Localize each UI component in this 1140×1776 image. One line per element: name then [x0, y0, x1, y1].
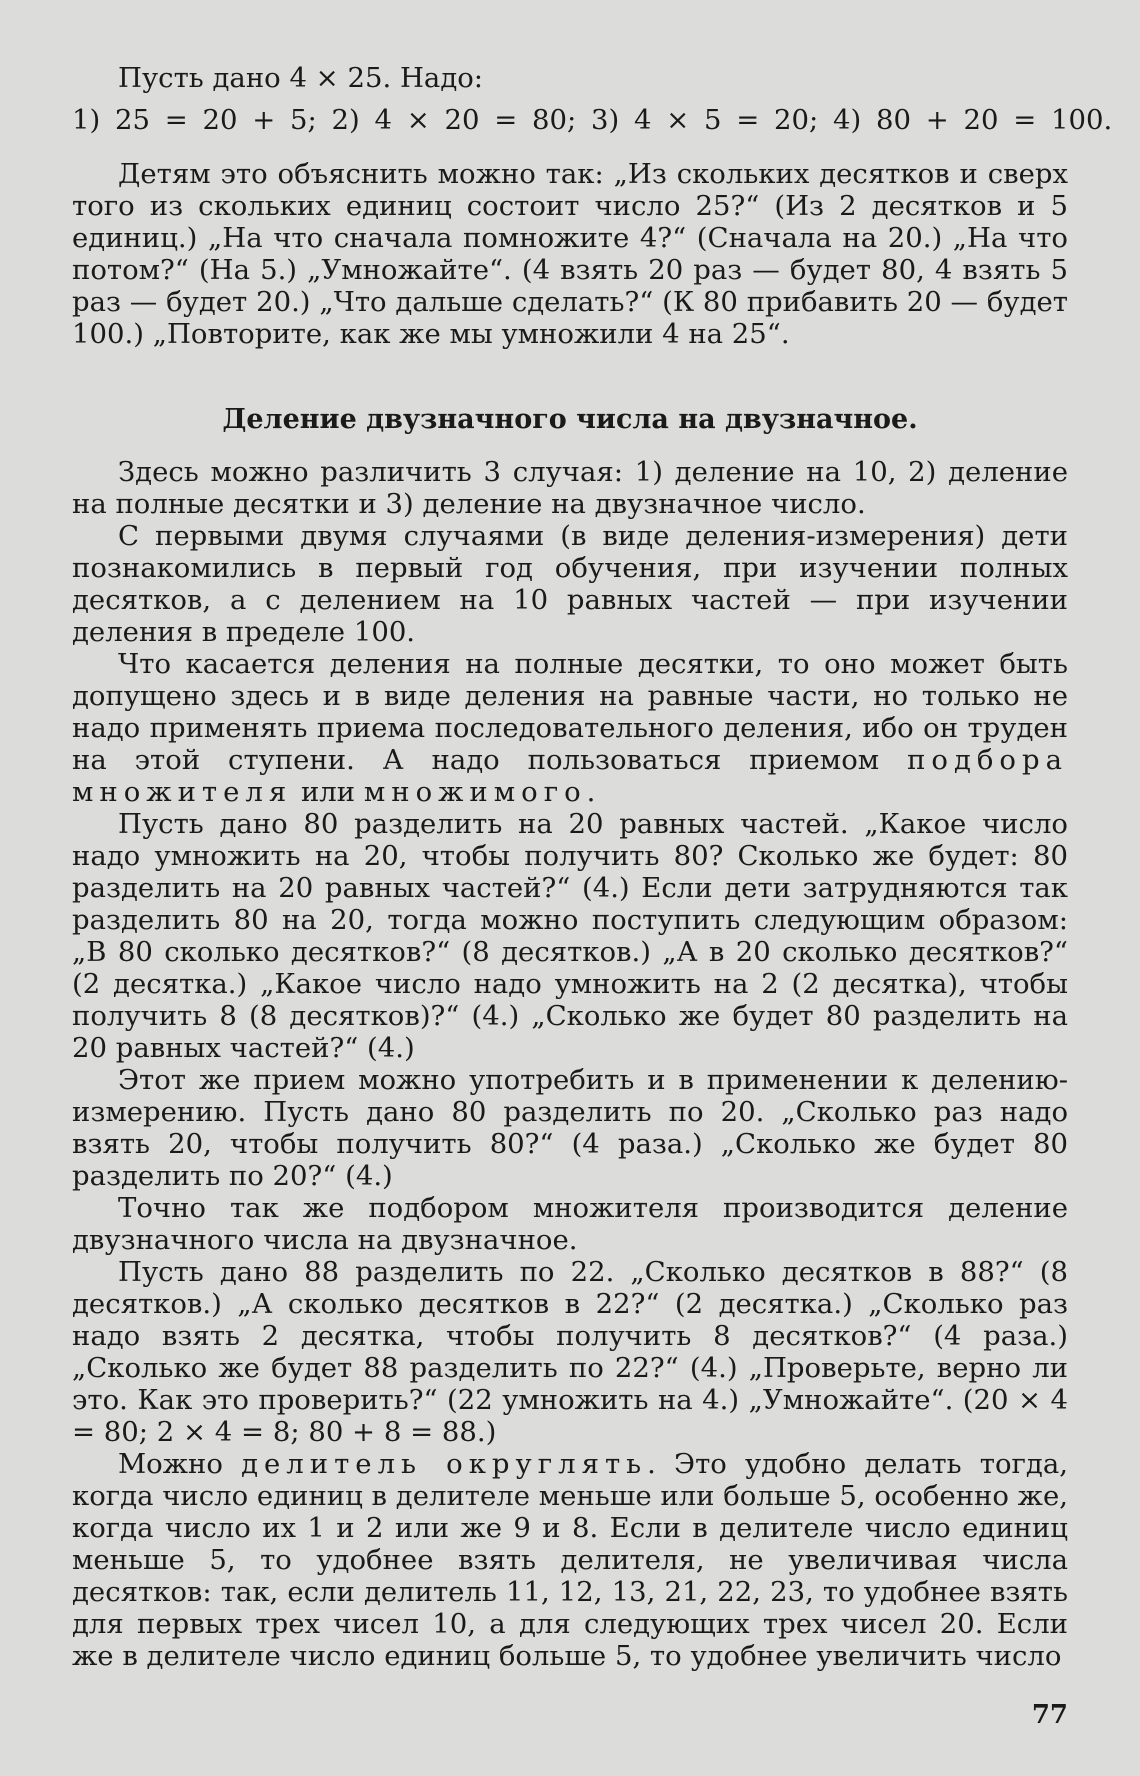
paragraph-example-88: Пусть дано 88 разделить по 22. „Сколько десятков в 88?“ (8 десятков.) „А сколько десятков в 22?“ (2 десятка.) „Сколько раз надо взять 2 десятка, чтобы получить 8 десятков?“ (4 раза.) „Сколько же будет 88 разделить по 22?“ (4.) „Проверьте, верно ли это. Как это проверить?“ (22 умножить на 4.) „Умножайте“. (20 × 4 = 80; 2 × 4 = 8; 80 + 8 = 88.)	[72, 1256, 1068, 1448]
text-run: Можно	[118, 1448, 242, 1480]
spaced-term: множимого	[363, 776, 587, 808]
spaced-term: подбора множителя	[72, 744, 1068, 808]
text-run: или	[292, 776, 364, 808]
text-run: . Это удобно делать тогда, когда число единиц в делителе меньше или больше 5, особенно же, когда число их 1 и 2 или же 9 и 8. Если в делителе число единиц меньше 5, то удобнее взять делителя, не увеличивая числа десятков: так, если делитель 11, 12, 13, 21, 22, 23, то удобнее взять для первых трех чисел 10, а для следующих трех чисел 20. Если же в делителе число единиц больше 5, то удобнее увеличить число	[72, 1448, 1069, 1672]
formula-steps: 1) 25 = 20 + 5; 2) 4 × 20 = 80; 3) 4 × 5 = 20; 4) 80 + 20 = 100.	[72, 104, 1113, 136]
paragraph-example-80: Пусть дано 80 разделить на 20 равных частей. „Какое число надо умножить на 20, чтобы получить 80? Сколько же будет: 80 разделить на 20 равных частей?“ (4.) Если дети затрудняются так разделить 80 на 20, тогда можно поступить следующим образом: „В 80 сколько десятков?“ (8 десятков.) „А в 20 сколько десятков?“ (2 десятка.) „Какое число надо умножить на 2 (2 десятка), чтобы получить 8 (8 десятков)?“ (4.) „Сколько же будет 80 разделить на 20 равных частей?“ (4.)	[72, 808, 1068, 1064]
paragraph-two-digit: Точно так же подбором множителя производится деление двузначного числа на двузначное.	[72, 1192, 1068, 1256]
section-heading: Деление двузначного числа на двузначное.	[222, 404, 918, 435]
text-run: .	[586, 776, 596, 808]
page-number: 77	[1031, 1700, 1068, 1730]
paragraph-rounding	[72, 1448, 1068, 1672]
text-run: Что касается деления на полные десятки, то оно может быть допущено здесь и в виде деления на равные части, но только не надо применять приема последовательного деления, ибо он труден на этой ступени. А надо пользоваться приемом	[72, 648, 1068, 776]
paragraph-explanation: Детям это объяснить можно так: „Из скольких десятков и сверх того из скольких единиц состоит число 25?“ (Из 2 десятков и 5 единиц.) „На что сначала помножите 4?“ (Сначала на 20.) „На что потом?“ (На 5.) „Умножайте“. (4 взять 20 раз — будет 80, 4 взять 5 раз — будет 20.) „Что дальше сделать?“ (К 80 прибавить 20 — будет 100.) „Повторите, как же мы умножили 4 на 25“.	[72, 158, 1068, 350]
paragraph-intro: Пусть дано 4 × 25. Надо:	[118, 62, 484, 94]
page-text	[72, 62, 1113, 1672]
paragraph-tens	[72, 648, 1068, 808]
spaced-term: делитель округлять	[241, 1448, 648, 1480]
paragraph-cases: Здесь можно различить 3 случая: 1) деление на 10, 2) деление на полные десятки и 3) деление на двузначное число.	[72, 456, 1068, 520]
paragraph-measure: Этот же прием можно употребить и в применении к делению-измерению. Пусть дано 80 разделить по 20. „Сколько раз надо взять 20, чтобы получить 80?“ (4 раза.) „Сколько же будет 80 разделить по 20?“ (4.)	[72, 1064, 1068, 1192]
paragraph-first-cases: С первыми двумя случаями (в виде деления-измерения) дети познакомились в первый год обучения, при изучении полных десятков, а с делением на 10 равных частей — при изучении деления в пределе 100.	[72, 520, 1068, 648]
